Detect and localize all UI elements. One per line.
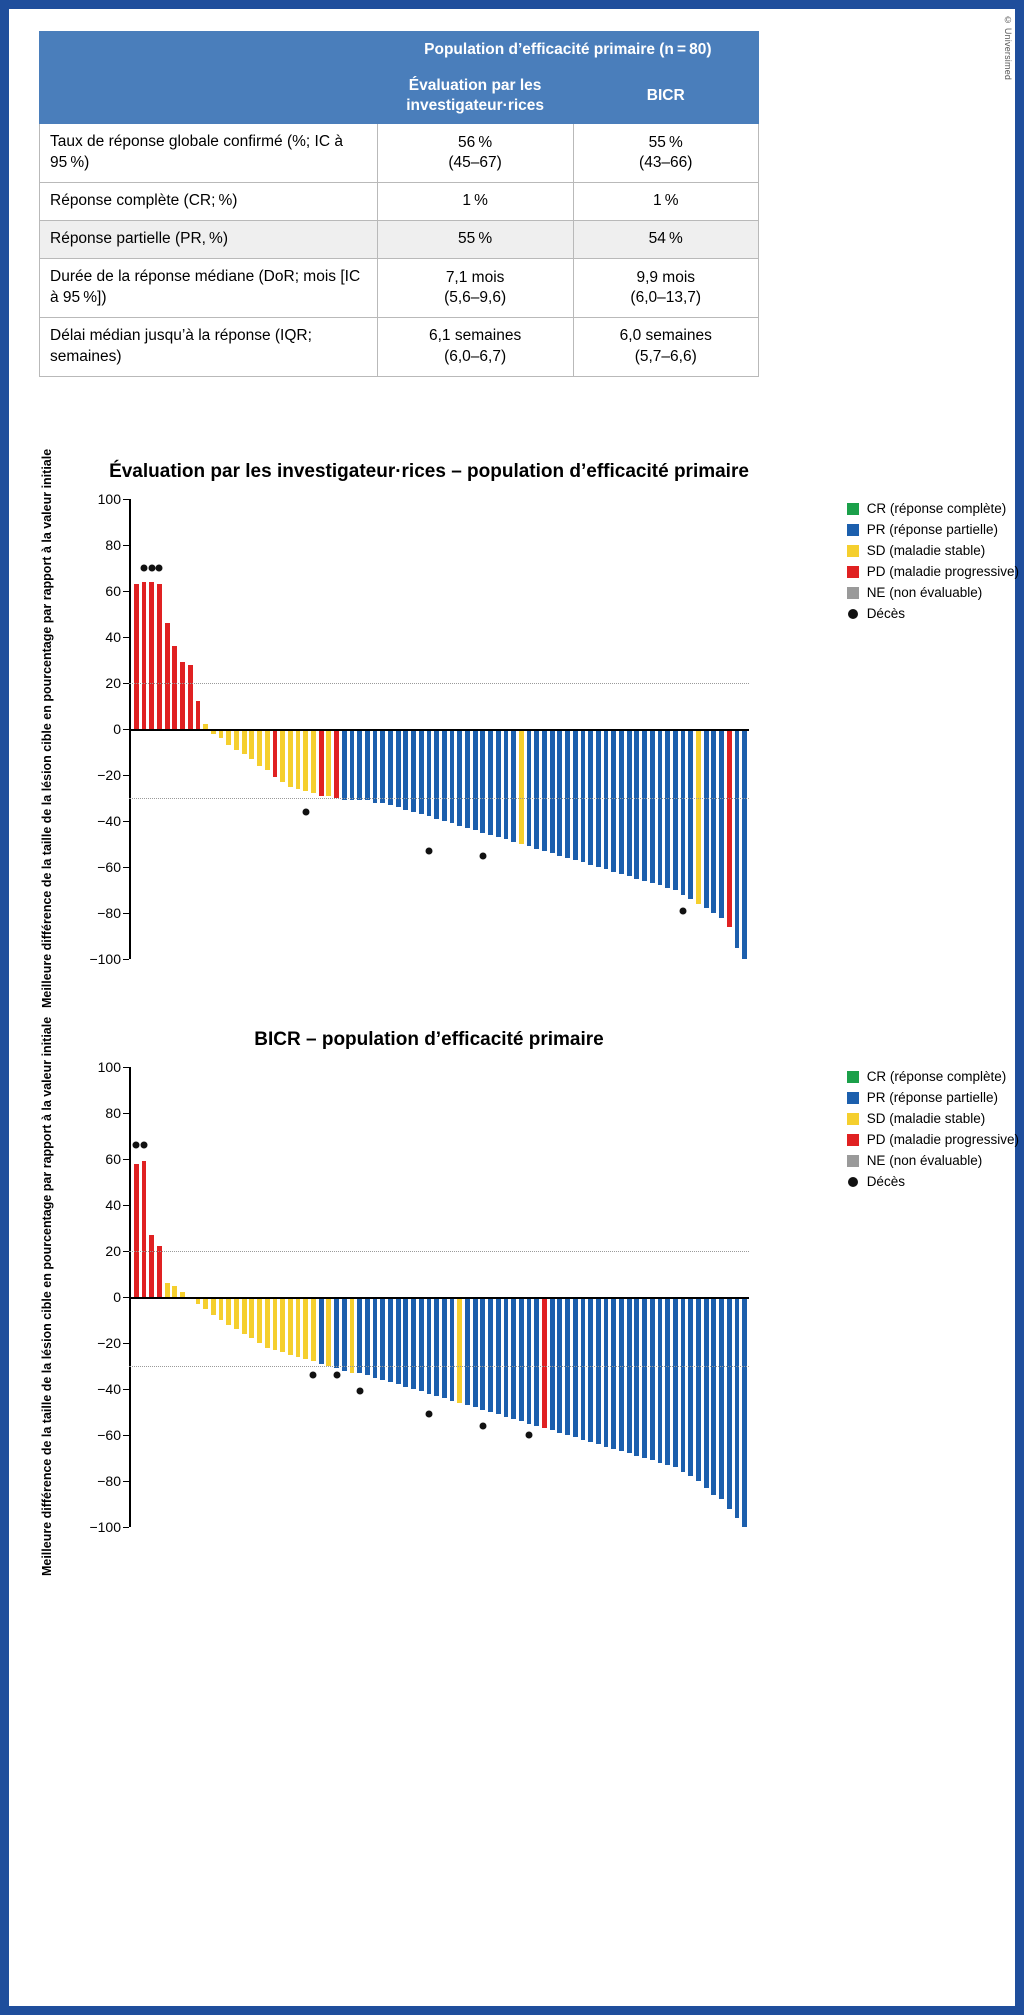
- legend-bicr: [847, 1069, 1019, 1195]
- bar: [658, 729, 663, 885]
- zero-line: [129, 1297, 749, 1299]
- legend-label: PD (maladie progressive): [866, 1132, 1019, 1147]
- bar: [642, 1297, 647, 1458]
- bar: [665, 729, 670, 888]
- row-value-bicr: 9,9 mois (6,0–13,7): [573, 258, 759, 317]
- bar: [673, 729, 678, 890]
- bar: [265, 729, 270, 770]
- bar: [419, 1297, 424, 1391]
- legend-dot-icon: [848, 1177, 858, 1187]
- legend-label: PR (réponse partielle): [866, 1090, 998, 1105]
- y-tick-label: 20: [105, 675, 121, 691]
- bar: [172, 1286, 177, 1298]
- bar: [681, 1297, 686, 1472]
- bar: [604, 1297, 609, 1447]
- legend-swatch-icon: [847, 1155, 859, 1167]
- bar: [226, 1297, 231, 1325]
- bar: [249, 1297, 254, 1338]
- row-label: Réponse complète (CR; %): [40, 182, 378, 220]
- bar: [511, 729, 516, 842]
- bar: [711, 1297, 716, 1495]
- legend-item: [847, 1090, 1019, 1105]
- row-value-investigator: 7,1 mois (5,6–9,6): [377, 258, 573, 317]
- bar: [727, 729, 732, 927]
- bar: [165, 623, 170, 729]
- bar: [142, 1161, 147, 1297]
- bar: [303, 729, 308, 791]
- death-marker-icon: [310, 1372, 317, 1379]
- bar: [180, 662, 185, 729]
- bar: [219, 1297, 224, 1320]
- grid-line: [129, 1251, 749, 1252]
- bar: [319, 1297, 324, 1364]
- legend-item: [847, 585, 1019, 600]
- bar: [411, 729, 416, 812]
- chart-bicr: [9, 1016, 1024, 1576]
- y-tick-mark: [123, 591, 129, 592]
- bar: [704, 729, 709, 908]
- bar: [735, 1297, 740, 1518]
- y-tick-label: −80: [97, 905, 121, 921]
- bar: [396, 729, 401, 807]
- bar: [542, 1297, 547, 1428]
- y-tick-label: −20: [97, 767, 121, 783]
- bar: [488, 1297, 493, 1412]
- row-label: Délai médian jusqu’à la réponse (IQR; semaines): [40, 317, 378, 376]
- bar: [627, 729, 632, 876]
- row-value-bicr: 54 %: [573, 220, 759, 258]
- bar: [581, 729, 586, 862]
- bar: [742, 1297, 747, 1527]
- legend-item: [847, 543, 1019, 558]
- bar: [188, 665, 193, 729]
- bar: [442, 729, 447, 821]
- table-row: [40, 258, 759, 317]
- table-row: [40, 124, 759, 183]
- bar: [434, 729, 439, 819]
- grid-line: [129, 683, 749, 684]
- bar: [619, 729, 624, 874]
- death-marker-icon: [356, 1388, 363, 1395]
- bar: [172, 646, 177, 729]
- legend-item: [847, 1111, 1019, 1126]
- zero-line: [129, 729, 749, 731]
- bar: [242, 729, 247, 754]
- bar: [350, 729, 355, 800]
- bar: [727, 1297, 732, 1509]
- y-tick-mark: [123, 1481, 129, 1482]
- y-tick-label: −20: [97, 1335, 121, 1351]
- bar: [273, 729, 278, 777]
- bar: [311, 1297, 316, 1361]
- bar: [296, 729, 301, 789]
- bar: [688, 1297, 693, 1476]
- grid-line: [129, 798, 749, 799]
- death-marker-icon: [479, 852, 486, 859]
- y-tick-mark: [123, 1435, 129, 1436]
- bar: [604, 729, 609, 869]
- bar: [581, 1297, 586, 1440]
- bar: [511, 1297, 516, 1419]
- legend-label: PR (réponse partielle): [866, 522, 998, 537]
- y-tick-label: 60: [105, 1151, 121, 1167]
- bar: [334, 729, 339, 798]
- table-row: [40, 317, 759, 376]
- y-tick-mark: [123, 1343, 129, 1344]
- bar: [411, 1297, 416, 1389]
- bar: [557, 729, 562, 856]
- legend-label: PD (maladie progressive): [866, 564, 1019, 579]
- y-axis-label-text: Meilleure différence de la taille de la lésion cible en pourcentage par rapport à la valeur initiale: [40, 1016, 55, 1576]
- bar: [642, 729, 647, 881]
- table-corner-cell-2: [40, 68, 378, 124]
- bar: [573, 1297, 578, 1437]
- bar: [157, 1246, 162, 1297]
- legend-label: NE (non évaluable): [866, 1153, 983, 1168]
- bar: [473, 729, 478, 830]
- bar: [534, 1297, 539, 1426]
- bar: [196, 701, 201, 729]
- legend-swatch-icon: [847, 1071, 859, 1083]
- bar: [273, 1297, 278, 1350]
- bar: [342, 1297, 347, 1371]
- legend-item: [847, 564, 1019, 579]
- legend-label: SD (maladie stable): [866, 1111, 986, 1126]
- bar: [380, 1297, 385, 1380]
- bar: [450, 729, 455, 823]
- row-value-investigator: 55 %: [377, 220, 573, 258]
- bar: [334, 1297, 339, 1368]
- row-label: Réponse partielle (PR, %): [40, 220, 378, 258]
- bar: [419, 729, 424, 814]
- y-tick-mark: [123, 959, 129, 960]
- bar: [550, 1297, 555, 1430]
- bar: [527, 1297, 532, 1424]
- results-table-wrapper: [39, 31, 759, 377]
- bar: [380, 729, 385, 803]
- bar: [296, 1297, 301, 1357]
- copyright-note: © Universimed: [1003, 15, 1013, 81]
- legend-swatch-icon: [847, 566, 859, 578]
- legend-item: [847, 1153, 1019, 1168]
- bar: [234, 1297, 239, 1329]
- legend-swatch-icon: [847, 1113, 859, 1125]
- death-marker-icon: [133, 1142, 140, 1149]
- bar: [427, 729, 432, 816]
- bar: [688, 729, 693, 899]
- y-tick-mark: [123, 913, 129, 914]
- legend-label: Décès: [866, 1174, 905, 1189]
- row-label: Durée de la réponse médiane (DoR; mois [IC à 95 %]): [40, 258, 378, 317]
- bar: [303, 1297, 308, 1359]
- table-row: [40, 182, 759, 220]
- row-value-bicr: 55 % (43–66): [573, 124, 759, 183]
- results-table: [39, 31, 759, 377]
- table-corner-cell: [40, 32, 378, 68]
- bar: [704, 1297, 709, 1488]
- bar: [280, 729, 285, 782]
- bar: [634, 729, 639, 879]
- y-tick-mark: [123, 1067, 129, 1068]
- bar: [450, 1297, 455, 1401]
- y-tick-mark: [123, 821, 129, 822]
- death-marker-icon: [479, 1422, 486, 1429]
- bar: [480, 729, 485, 833]
- legend-item: [847, 1174, 1019, 1189]
- bar: [357, 1297, 362, 1373]
- bar: [681, 729, 686, 895]
- bar: [311, 729, 316, 793]
- bar: [527, 729, 532, 846]
- legend-label: SD (maladie stable): [866, 543, 986, 558]
- y-tick-mark: [123, 545, 129, 546]
- legend-swatch-icon: [847, 1092, 859, 1104]
- y-tick-label: −40: [97, 1381, 121, 1397]
- death-marker-icon: [333, 1372, 340, 1379]
- bar: [288, 729, 293, 787]
- legend-item: [847, 522, 1019, 537]
- bar: [257, 1297, 262, 1343]
- y-tick-label: 100: [97, 491, 121, 507]
- bar: [565, 729, 570, 858]
- bar: [658, 1297, 663, 1463]
- y-tick-mark: [123, 1205, 129, 1206]
- bar: [550, 729, 555, 853]
- y-tick-label: −100: [89, 1519, 121, 1535]
- chart-investigator: [9, 448, 1024, 1008]
- row-label: Taux de réponse globale confirmé (%; IC à 95 %): [40, 124, 378, 183]
- bar: [735, 729, 740, 948]
- bar: [288, 1297, 293, 1355]
- legend-label: NE (non évaluable): [866, 585, 983, 600]
- bar: [496, 1297, 501, 1414]
- y-tick-label: −60: [97, 1427, 121, 1443]
- death-marker-icon: [425, 1411, 432, 1418]
- bar: [211, 1297, 216, 1315]
- legend-swatch-icon: [847, 503, 859, 515]
- bar: [627, 1297, 632, 1453]
- table-header-investigator: Évaluation par les investigateur·rices: [377, 68, 573, 124]
- bar: [573, 729, 578, 860]
- y-tick-label: 0: [113, 1289, 121, 1305]
- bar: [365, 1297, 370, 1375]
- bar: [342, 729, 347, 800]
- legend-swatch-icon: [847, 524, 859, 536]
- bar: [149, 582, 154, 729]
- bar: [257, 729, 262, 766]
- bar: [504, 1297, 509, 1417]
- bar: [265, 1297, 270, 1348]
- bar: [388, 729, 393, 805]
- y-tick-label: 60: [105, 583, 121, 599]
- bar: [650, 729, 655, 883]
- bar: [427, 1297, 432, 1394]
- legend-item: [847, 1069, 1019, 1084]
- y-tick-label: 80: [105, 1105, 121, 1121]
- bar: [388, 1297, 393, 1382]
- bar: [373, 729, 378, 803]
- bar: [534, 729, 539, 849]
- death-marker-icon: [680, 907, 687, 914]
- bar: [696, 1297, 701, 1481]
- bar: [465, 1297, 470, 1405]
- y-tick-label: −80: [97, 1473, 121, 1489]
- y-tick-mark: [123, 637, 129, 638]
- bar: [696, 729, 701, 904]
- bar: [234, 729, 239, 750]
- bar: [719, 729, 724, 918]
- bar: [134, 584, 139, 729]
- y-tick-mark: [123, 775, 129, 776]
- y-tick-label: −60: [97, 859, 121, 875]
- y-tick-mark: [123, 1527, 129, 1528]
- bar: [634, 1297, 639, 1456]
- bar: [665, 1297, 670, 1465]
- row-value-bicr: 1 %: [573, 182, 759, 220]
- legend-label: Décès: [866, 606, 905, 621]
- bar: [157, 584, 162, 729]
- bar: [457, 1297, 462, 1403]
- table-head-row-2: [40, 68, 759, 124]
- bar: [496, 729, 501, 837]
- death-marker-icon: [141, 565, 148, 572]
- bar: [319, 729, 324, 796]
- legend-item: [847, 1132, 1019, 1147]
- legend-swatch-icon: [847, 587, 859, 599]
- bar: [326, 1297, 331, 1366]
- table-head-row-1: [40, 32, 759, 68]
- death-marker-icon: [526, 1432, 533, 1439]
- y-axis-label-bicr: [31, 1016, 65, 1576]
- bar: [673, 1297, 678, 1467]
- table-row: [40, 220, 759, 258]
- y-tick-label: −40: [97, 813, 121, 829]
- legend-label: CR (réponse complète): [866, 501, 1007, 516]
- y-tick-mark: [123, 499, 129, 500]
- y-tick-mark: [123, 1113, 129, 1114]
- y-tick-mark: [123, 1389, 129, 1390]
- y-tick-label: 40: [105, 629, 121, 645]
- death-marker-icon: [302, 808, 309, 815]
- bar: [588, 1297, 593, 1442]
- y-tick-label: 20: [105, 1243, 121, 1259]
- bar: [711, 729, 716, 913]
- bar: [504, 729, 509, 839]
- legend-label: CR (réponse complète): [866, 1069, 1007, 1084]
- bar: [403, 1297, 408, 1387]
- bar: [326, 729, 331, 796]
- bar: [442, 1297, 447, 1398]
- bar: [350, 1297, 355, 1373]
- table-header-population: Population d’efficacité primaire (n = 80): [377, 32, 758, 68]
- bar: [365, 729, 370, 800]
- row-value-investigator: 6,1 semaines (6,0–6,7): [377, 317, 573, 376]
- y-tick-label: 100: [97, 1059, 121, 1075]
- chart-title-investigator: Évaluation par les investigateur·rices – population d’efficacité primaire: [109, 461, 749, 482]
- grid-line: [129, 1366, 749, 1367]
- legend-dot-icon: [848, 609, 858, 619]
- table-header-bicr: BICR: [573, 68, 759, 124]
- bar: [242, 1297, 247, 1334]
- bar: [203, 1297, 208, 1309]
- bar: [226, 729, 231, 745]
- axis-box-bicr: [89, 1059, 749, 1535]
- bar: [357, 729, 362, 800]
- bar: [434, 1297, 439, 1396]
- bar: [165, 1283, 170, 1297]
- bar: [457, 729, 462, 826]
- y-tick-label: −100: [89, 951, 121, 967]
- axis-box-investigator: [89, 491, 749, 967]
- y-axis-label-investigator: [31, 448, 65, 1008]
- table-head: [40, 32, 759, 124]
- bar: [473, 1297, 478, 1407]
- bar: [149, 1235, 154, 1297]
- legend-swatch-icon: [847, 1134, 859, 1146]
- death-marker-icon: [141, 1142, 148, 1149]
- death-marker-icon: [148, 565, 155, 572]
- y-tick-label: 0: [113, 721, 121, 737]
- bar: [596, 1297, 601, 1444]
- bar: [588, 729, 593, 865]
- y-axis-label-text: Meilleure différence de la taille de la lésion cible en pourcentage par rapport à la valeur initiale: [40, 448, 55, 1008]
- bar: [719, 1297, 724, 1499]
- y-tick-mark: [123, 867, 129, 868]
- legend-investigator: [847, 501, 1019, 627]
- death-marker-icon: [425, 847, 432, 854]
- legend-item: [847, 501, 1019, 516]
- y-tick-label: 40: [105, 1197, 121, 1213]
- bar: [611, 729, 616, 872]
- bar: [142, 582, 147, 729]
- bar: [396, 1297, 401, 1384]
- bar: [519, 729, 524, 844]
- bar: [480, 1297, 485, 1410]
- bar: [519, 1297, 524, 1421]
- legend-item: [847, 606, 1019, 621]
- row-value-investigator: 1 %: [377, 182, 573, 220]
- row-value-investigator: 56 % (45–67): [377, 124, 573, 183]
- y-tick-label: 80: [105, 537, 121, 553]
- legend-swatch-icon: [847, 545, 859, 557]
- bar: [742, 729, 747, 959]
- y-tick-mark: [123, 1159, 129, 1160]
- bar: [134, 1164, 139, 1297]
- death-marker-icon: [156, 565, 163, 572]
- row-value-bicr: 6,0 semaines (5,7–6,6): [573, 317, 759, 376]
- bar: [619, 1297, 624, 1451]
- bar: [611, 1297, 616, 1449]
- bar: [542, 729, 547, 851]
- bar: [280, 1297, 285, 1352]
- bar: [650, 1297, 655, 1460]
- bar: [465, 729, 470, 828]
- table-body: [40, 124, 759, 376]
- bar: [488, 729, 493, 835]
- bar: [249, 729, 254, 759]
- chart-title-bicr: BICR – population d’efficacité primaire: [254, 1029, 604, 1050]
- bar: [557, 1297, 562, 1433]
